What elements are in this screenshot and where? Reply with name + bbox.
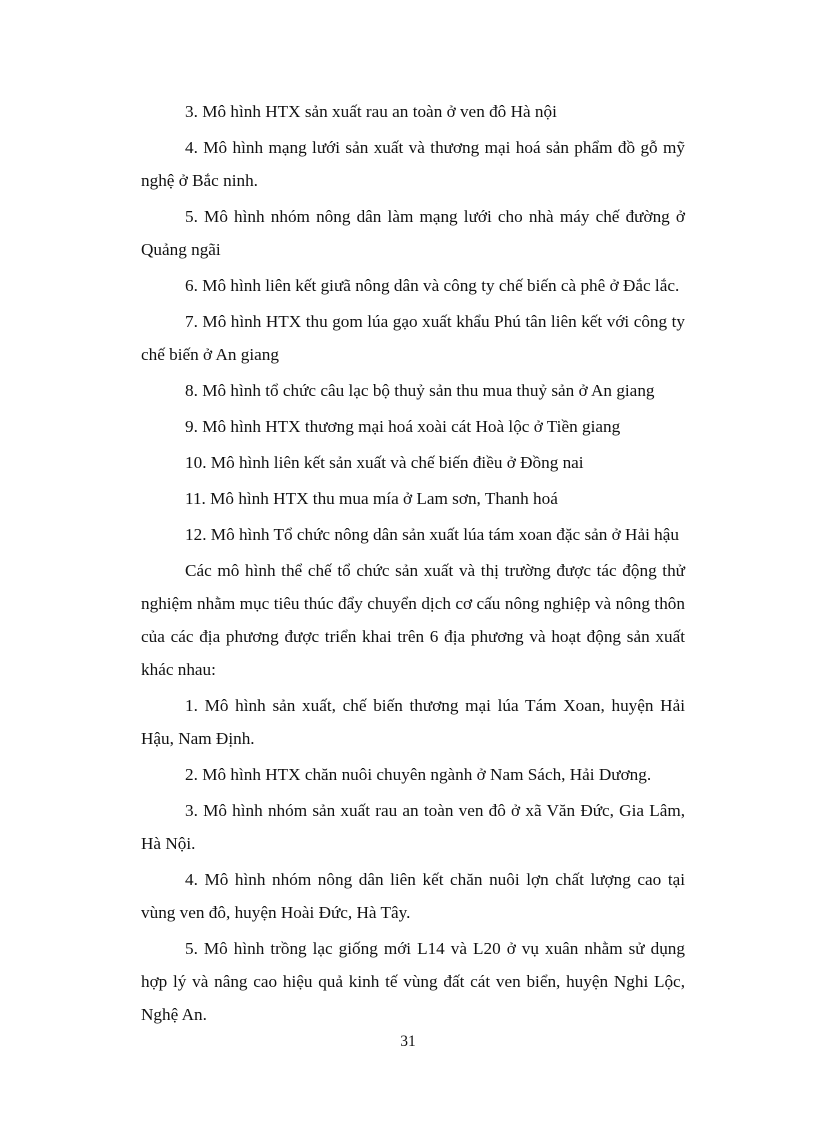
list-item-8-model: 8. Mô hình tổ chức câu lạc bộ thuỷ sản thu mua thuỷ sản ở An giang [185, 381, 655, 400]
page-body [141, 95, 685, 1031]
list-item-5-model: 5. Mô hình nhóm nông dân làm mạng lưới cho nhà máy chế đường ở Quảng ngãi [141, 207, 685, 259]
list-item-10-model: 10. Mô hình liên kết sản xuất và chế biến điều ở Đồng nai [185, 453, 584, 472]
list-item-12-model: 12. Mô hình Tổ chức nông dân sản xuất lúa tám xoan đặc sản ở Hải hậu [185, 525, 679, 544]
pilot-model-item-4: 4. Mô hình nhóm nông dân liên kết chăn nuôi lợn chất lượng cao tại vùng ven đô, huyện Hoài Đức, Hà Tây. [141, 870, 685, 922]
pilot-model-item-2: 2. Mô hình HTX chăn nuôi chuyên ngành ở Nam Sách, Hải Dương. [185, 765, 652, 784]
page-number: 31 [400, 1033, 416, 1050]
list-item-6-model: 6. Mô hình liên kết giưã nông dân và công ty chế biến cà phê ở Đắc lắc. [185, 276, 680, 295]
intro-paragraph: Các mô hình thể chế tổ chức sản xuất và thị trường được tác động thử nghiệm nhằm mục tiêu thúc đẩy chuyển dịch cơ cấu nông nghiệp và nông thôn của các địa phương được triển khai trên 6 địa phương và hoạt động sản xuất khác nhau: [141, 561, 685, 679]
pilot-model-item-3: 3. Mô hình nhóm sản xuất rau an toàn ven đô ở xã Văn Đức, Gia Lâm, Hà Nội. [141, 801, 685, 853]
list-item-3-model: 3. Mô hình HTX sản xuất rau an toàn ở ven đô Hà nội [185, 102, 557, 121]
list-item-11-model: 11. Mô hình HTX thu mua mía ở Lam sơn, Thanh hoá [185, 489, 558, 508]
list-item-7-model: 7. Mô hình HTX thu gom lúa gạo xuất khẩu Phú tân liên kết với công ty chế biến ở An giang [141, 312, 685, 364]
list-item-4-model: 4. Mô hình mạng lưới sản xuất và thương mại hoá sản phẩm đồ gỗ mỹ nghệ ở Bắc ninh. [141, 138, 685, 190]
pilot-model-item-5: 5. Mô hình trồng lạc giống mới L14 và L20 ở vụ xuân nhằm sử dụng hợp lý và nâng cao hiệu quả kinh tế vùng đất cát ven biển, huyện Nghi Lộc, Nghệ An. [141, 939, 685, 1024]
pilot-model-item-1: 1. Mô hình sản xuất, chế biến thương mại lúa Tám Xoan, huyện Hải Hậu, Nam Định. [141, 696, 685, 748]
list-item-9-model: 9. Mô hình HTX thương mại hoá xoài cát Hoà lộc ở Tiền giang [185, 417, 621, 436]
